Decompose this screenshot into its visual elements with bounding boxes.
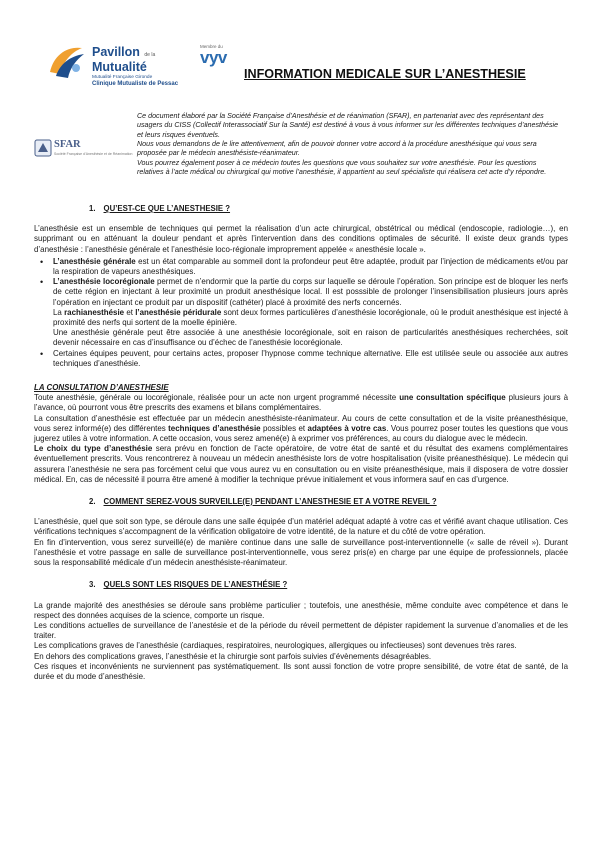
page-header <box>34 38 574 94</box>
text: Toute anesthésie, générale ou locorégionale, réalisée pour un acte non urgent programmé nécessite <box>34 393 400 403</box>
text: sera prévu en fonction de l’acte opératoire, de votre état de santé et du résultat des examens complémentaires éventuellement prescrits. Vous rencontrerez à nouveau un médecin anesthésiste lors de votre hospitalisation (visite préanesthésique). Le médecin qui assurera l’anesthésie ne sera pas forcément celui que vous aurez vu en consultation ou en visite préanesthésique, mais il disposera de votre dossier médical. En, cas de nécessité il pourra être amené à modifier la technique prévue initialement et vous informera sauf en cas d’urgence. <box>34 444 569 484</box>
pavillon-brand <box>92 44 178 87</box>
term: l’anesthésie péridurale <box>135 307 222 317</box>
sfar-name: SFAR <box>54 139 81 150</box>
term-definition: est un état comparable au sommeil dont la profondeur peut être adaptée, produit par l’injection de médicaments et/ou par la respiration de vapeurs anesthésiques. <box>53 256 568 277</box>
term: L’anesthésie générale <box>53 256 136 266</box>
section-3-paragraph: Les conditions actuelles de surveillance de l’anestésie et de la période du réveil permettent de dépister rapidement la survenue d’anomalies et de les traiter. <box>34 620 568 641</box>
text: plusieurs jours à l’avance, où pourront vous être prescrits des examens et bilans complémentaires. <box>34 393 568 413</box>
section-2-paragraph: En fin d’intervention, vous serez surveillé(e) de manière continue dans une salle de surveillance post-interventionnelle (« salle de réveil »). Durant l’anesthésie et votre passage en salle de surveillance post-interventionnelle, vous serez pris(e) en charge par une équipe de professionnels, placée sous la responsabilité médicale d’un médecin anesthésiste-réanimateur. <box>34 537 568 568</box>
consultation-paragraph <box>34 414 568 445</box>
list-item <box>34 277 568 308</box>
list-item <box>34 349 568 369</box>
consultation-paragraph <box>34 393 568 413</box>
section-1-heading <box>89 204 568 214</box>
brand-de-la: de la <box>144 52 156 58</box>
document-body <box>34 200 568 682</box>
consultation-paragraph <box>34 444 568 485</box>
section-number: 2. <box>89 497 96 507</box>
intro-block <box>137 112 565 177</box>
section-title: COMMENT SEREZ-VOUS SURVEILLE(E) PENDANT L’ANESTHESIE ET A VOTRE REVEIL ? <box>103 497 437 507</box>
intro-paragraph: Ce document élaboré par la Société Française d’Anesthésie et de réanimation (SFAR), en partenariat avec des représentant des usagers du CISS (Collectif Interassociatif Sur la Santé) est destiné à vous à vous informer sur les différentes techniques d’anesthésie et leurs risques éventuels. <box>137 112 559 139</box>
sfar-emblem-icon <box>34 139 52 157</box>
section-1-intro: L’anesthésie est un ensemble de techniques qui permet la réalisation d’un acte chirurgical, obstétrical ou médical (endoscopie, radiologie…), en supprimant ou en atténuant la douleur pendant et après l’intervention dans des conditions optimales de sécurité. Il existe deux grands types d’anesthésie : l’anesthésie générale et l’anesthésie loco-régionale improprement appelée « anesthésie locale ». <box>34 224 568 254</box>
brand-clinique: Clinique Mutualiste de Pessac <box>92 80 179 87</box>
list-item-continuation <box>34 308 568 328</box>
section-number: 1. <box>89 204 96 213</box>
group-label: Membre du <box>200 44 223 49</box>
section-title: QU’EST-CE QUE L’ANESTHESIE ? <box>103 204 231 213</box>
intro-paragraph: Nous vous demandons de le lire attentivement, afin de pouvoir donner votre accord à la procédure anesthésique qui vous sera proposée par le médecin anesthésiste-réanimateur. <box>137 140 537 158</box>
pavillon-logo-icon <box>46 42 86 80</box>
sfar-tagline: Société Française d’Anesthésie et de Réanimation <box>54 152 133 156</box>
emphasis: techniques d’anesthésie <box>168 423 261 433</box>
emphasis: Le choix du type d’anesthésie <box>34 444 153 454</box>
text: Une anesthésie générale peut être associée à une anesthésie locorégionale, soit en raison de particularités anesthésiques recherchées, soit devenir nécessaire en cas d’insuffisance ou d’échec de l’anesthésie locorégionale. <box>53 328 568 348</box>
intro-paragraph: Vous pourrez également poser à ce médecin toutes les questions que vous souhaitez sur votre anesthésie. Pour les questions relatives à l’acte médical ou chirurgical qui motive l’anesthésie, il appartient au seul spécialiste qui réalisera cet acte d’y répondre. <box>137 158 547 177</box>
term: L’anesthésie locorégionale <box>53 277 155 287</box>
term-definition: permet de n’endormir que la partie du corps sur laquelle se déroule l’opération. Son principe est de bloquer les nerfs de cette région en injectant à leur proximité un produit anesthésique local. Il est posssible de prolonger l’insensibilisation plusieurs jours après l’opération en injectant ce produit par un dispositif (cathéter) placé à proximité des nerfs concernés. <box>53 277 569 307</box>
text: La consultation d’anesthésie est effectuée par un médecin anesthésiste-réanimateur. Au cours de cette consultation et de la visite préanesthésique, vous serez informé(e) des différentes <box>34 413 568 433</box>
list-item-continuation <box>34 328 568 348</box>
list-item <box>34 257 568 277</box>
text: Certaines équipes peuvent, pour certains actes, proposer l’hypnose comme technique alternative. Elle est utilisée seule ou associée aux autres techniques d’anesthésie. <box>53 348 568 368</box>
page-title: INFORMATION MEDICALE SUR L’ANESTHESIE <box>244 67 526 81</box>
group-logo: vyv <box>200 48 227 67</box>
brand-mutualite: Mutualité <box>92 59 147 74</box>
brand-pavillon: Pavillon <box>92 45 140 59</box>
term: rachianesthésie <box>64 307 125 317</box>
text: possibles et <box>260 423 308 433</box>
text: . Vous pourrez poser toutes les questions que vous jugerez utiles à votre information. A cette occasion, vous serez amené(e) à exprimer vos préférences, au cours du dialogue avec le médecin. <box>34 423 568 444</box>
section-3-paragraph: Ces risques et inconvénients ne surviennent pas systématiquement. Ils sont aussi fonction de votre propre sensibilité, de votre état de santé, de la durée et du mode d’anesthésie. <box>34 661 568 681</box>
section-title: QUELS SONT LES RISQUES DE L’ANESTHÉSIE ? <box>103 580 288 590</box>
text: et <box>124 307 136 317</box>
text: sont deux formes particulières d’anesthésie locorégionale, où le produit anesthésique est injecté à proximité des nerfs qui sortent de la moelle épinière. <box>53 307 569 328</box>
section-2-paragraph: L’anesthésie, quel que soit son type, se déroule dans une salle équipée d’un matériel adéquat adapté à votre cas et vérifié avant chaque utilisation. Ces vérifications techniques s’accompagnent de la vérification obligatoire de votre identité, de la nature et du côté de votre opération. <box>34 517 568 537</box>
section-3-paragraph: Les complications graves de l’anesthésie (cardiaques, respiratoires, neurologiques, allergiques ou infectieuses) sont devenues très rares. <box>34 641 517 651</box>
section-2-heading <box>89 497 568 507</box>
brand-sub: Mutualité Française Gironde <box>92 74 153 80</box>
text: La <box>53 307 65 317</box>
section-number: 3. <box>89 580 96 590</box>
emphasis: une consultation spécifique <box>399 393 506 403</box>
emphasis: adaptées à votre cas <box>307 423 387 433</box>
consultation-heading: LA CONSULTATION D’ANESTHESIE <box>34 383 169 393</box>
section-3-heading <box>89 580 568 590</box>
section-3-paragraph: La grande majorité des anesthésies se déroule sans problème particulier ; toutefois, une anesthésie, même conduite avec compétence et dans le respect des données acquises de la science, comporte un risque. <box>34 600 568 620</box>
vyv-logo <box>200 44 227 68</box>
anesthesia-types-list <box>34 257 568 369</box>
section-3-paragraph: En dehors des complications graves, l’anesthésie et la chirurgie sont parfois suivies d’évènements désagréables. <box>34 651 432 661</box>
sfar-logo <box>34 137 133 163</box>
